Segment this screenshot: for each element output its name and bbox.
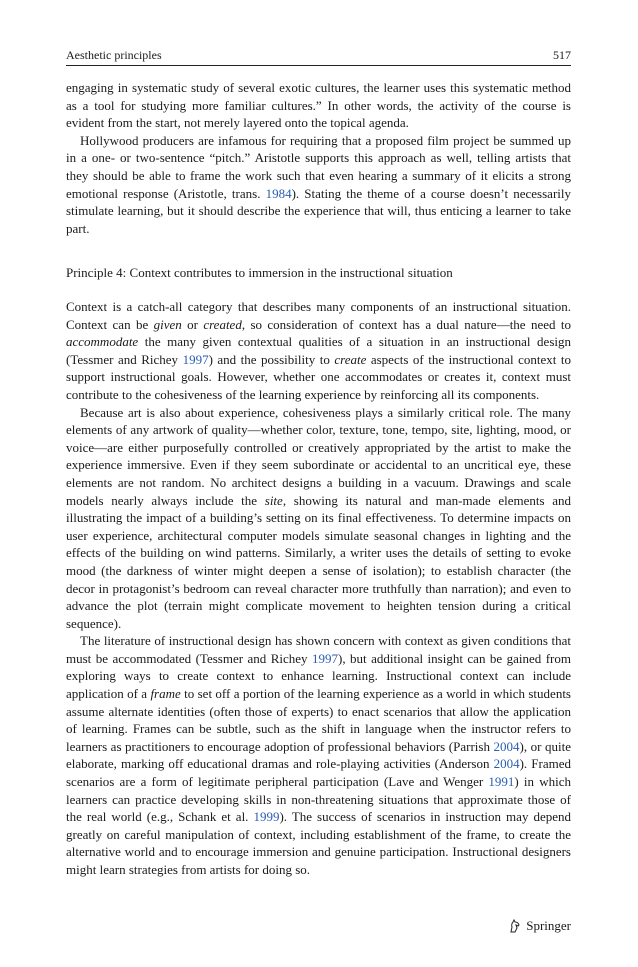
text-run: The literature of instructional design has shown concern with context as given conditions that must be accommodated (Tessmer and Richey bbox=[66, 633, 571, 666]
citation-link[interactable]: 1984 bbox=[265, 185, 292, 201]
text-run: or bbox=[181, 316, 204, 332]
text-run: engaging in systematic study of several exotic cultures, the learner uses this systematic method as a tool for studying more familiar cultures.” In other words, the activity of the course is evident from the start, not merely layered onto the topical agenda. bbox=[66, 80, 571, 131]
text-run: Because art is also about experience, cohesiveness plays a similarly critical role. The many elements of any artwork of quality—whether color, texture, tone, tempo, site, lighting, mood, or voice—are either purposefully controlled or creatively appropriated by the artist to make the experience immersive. Even if they seem subordinate or accidental to an uncritical eye, these elements are not random. No architect designs a building in a vacuum. Drawings and scale models nearly always include the bbox=[66, 404, 571, 508]
citation-link[interactable]: 1999 bbox=[253, 809, 280, 825]
text-run: ), but additional insight can be gained from exploring ways to create context to enhance learning. Instructional context can include application of a bbox=[66, 650, 571, 702]
citation-link[interactable]: 1997 bbox=[182, 351, 209, 367]
emphasis: frame bbox=[150, 686, 181, 702]
text-run: Hollywood producers are infamous for requiring that a proposed film project be summed up in a one- or two-sentence “pitch.” Aristotle supports this approach as well, telling artists that they should be able to frame the work such that even hearing a summary of it elicits a strong emotional response (Aristotle, trans. bbox=[66, 132, 571, 201]
paragraph bbox=[66, 79, 571, 132]
text-run: ). Stating the theme of a course doesn’t necessarily stimulate learning, but it should describe the experience that will, thus enticing a learner to take part. bbox=[66, 185, 571, 236]
text-block-2 bbox=[66, 298, 571, 879]
text-run: to set off a portion of the learning experience as a world in which students assume alternate identities (often those of experts) to enact scenarios that allow the application of learning. Frames can be subtle, such as the shift in language when the instructor refers to learners as practitioners to encourage adoption of professional behaviors (Parrish bbox=[66, 686, 571, 754]
text-block-1 bbox=[66, 79, 571, 237]
paragraph bbox=[66, 632, 571, 878]
publisher-name: Springer bbox=[526, 918, 571, 933]
paragraph bbox=[66, 132, 571, 238]
text-run: the many given contextual qualities of a situation in an instructional design (Tessmer and Richey bbox=[66, 334, 571, 367]
citation-link[interactable]: 2004 bbox=[493, 738, 520, 754]
text-run: , showing its natural and man-made elements and illustrating the impact of a building’s setting on its final effectiveness. To determine impacts on user experience, architectural computer models simulate seasonal changes in lighting and the effects of the building on wind patterns. Similarly, a writer uses the details of setting to evoke mood (the darkness of winter might deepen a sense of isolation); to establish character (the decor in protagonist’s bedroom can reveal character more truthfully than narration); and even to advance the plot (terrain might complicate movement to heighten tension during a critical sequence). bbox=[66, 492, 571, 631]
emphasis: create bbox=[334, 351, 367, 367]
springer-horse-icon bbox=[508, 919, 522, 933]
text-run: ) and the possibility to bbox=[208, 351, 335, 367]
emphasis: created bbox=[203, 316, 242, 332]
publisher-footer bbox=[508, 918, 571, 934]
running-title: Aesthetic principles bbox=[66, 48, 162, 62]
paragraph bbox=[66, 298, 571, 404]
text-run: aspects of the instructional context to support instructional goals. However, whether one accommodates or creates it, context must contribute to the cohesiveness of the learning experience by reinforcing all its components. bbox=[66, 351, 571, 402]
text-run: ) in which learners can practice developing skills in non-threatening situations that approximate those of the real world (e.g., Schank et al. bbox=[66, 774, 571, 825]
text-run: , so consideration of context has a dual nature—the need to bbox=[241, 316, 571, 332]
emphasis: site bbox=[264, 492, 283, 508]
emphasis: accommodate bbox=[66, 334, 139, 350]
text-run: ), or quite elaborate, marking off educational dramas and role-playing activities (Anderson bbox=[66, 738, 571, 772]
citation-link[interactable]: 1997 bbox=[312, 650, 339, 666]
citation-link[interactable]: 2004 bbox=[493, 756, 520, 772]
emphasis: given bbox=[153, 316, 182, 332]
text-run: ). Framed scenarios are a form of legitimate peripheral participation (Lave and Wenger bbox=[66, 756, 571, 790]
page-number: 517 bbox=[553, 48, 571, 62]
paragraph bbox=[66, 404, 571, 633]
text-run: ). The success of scenarios in instruction may depend greatly on careful manipulation of context, including establishment of the frame, to create the alternative world and to encourage immersion and genuine participation. Instructional designers might learn strategies from artists for doing so. bbox=[66, 809, 571, 877]
section-heading: Principle 4: Context contributes to immersion in the instructional situation bbox=[66, 265, 453, 280]
citation-link[interactable]: 1991 bbox=[488, 774, 515, 790]
running-header bbox=[66, 45, 571, 66]
text-run: Context is a catch-all category that describes many components of an instructional situation. Context can be bbox=[66, 299, 571, 332]
